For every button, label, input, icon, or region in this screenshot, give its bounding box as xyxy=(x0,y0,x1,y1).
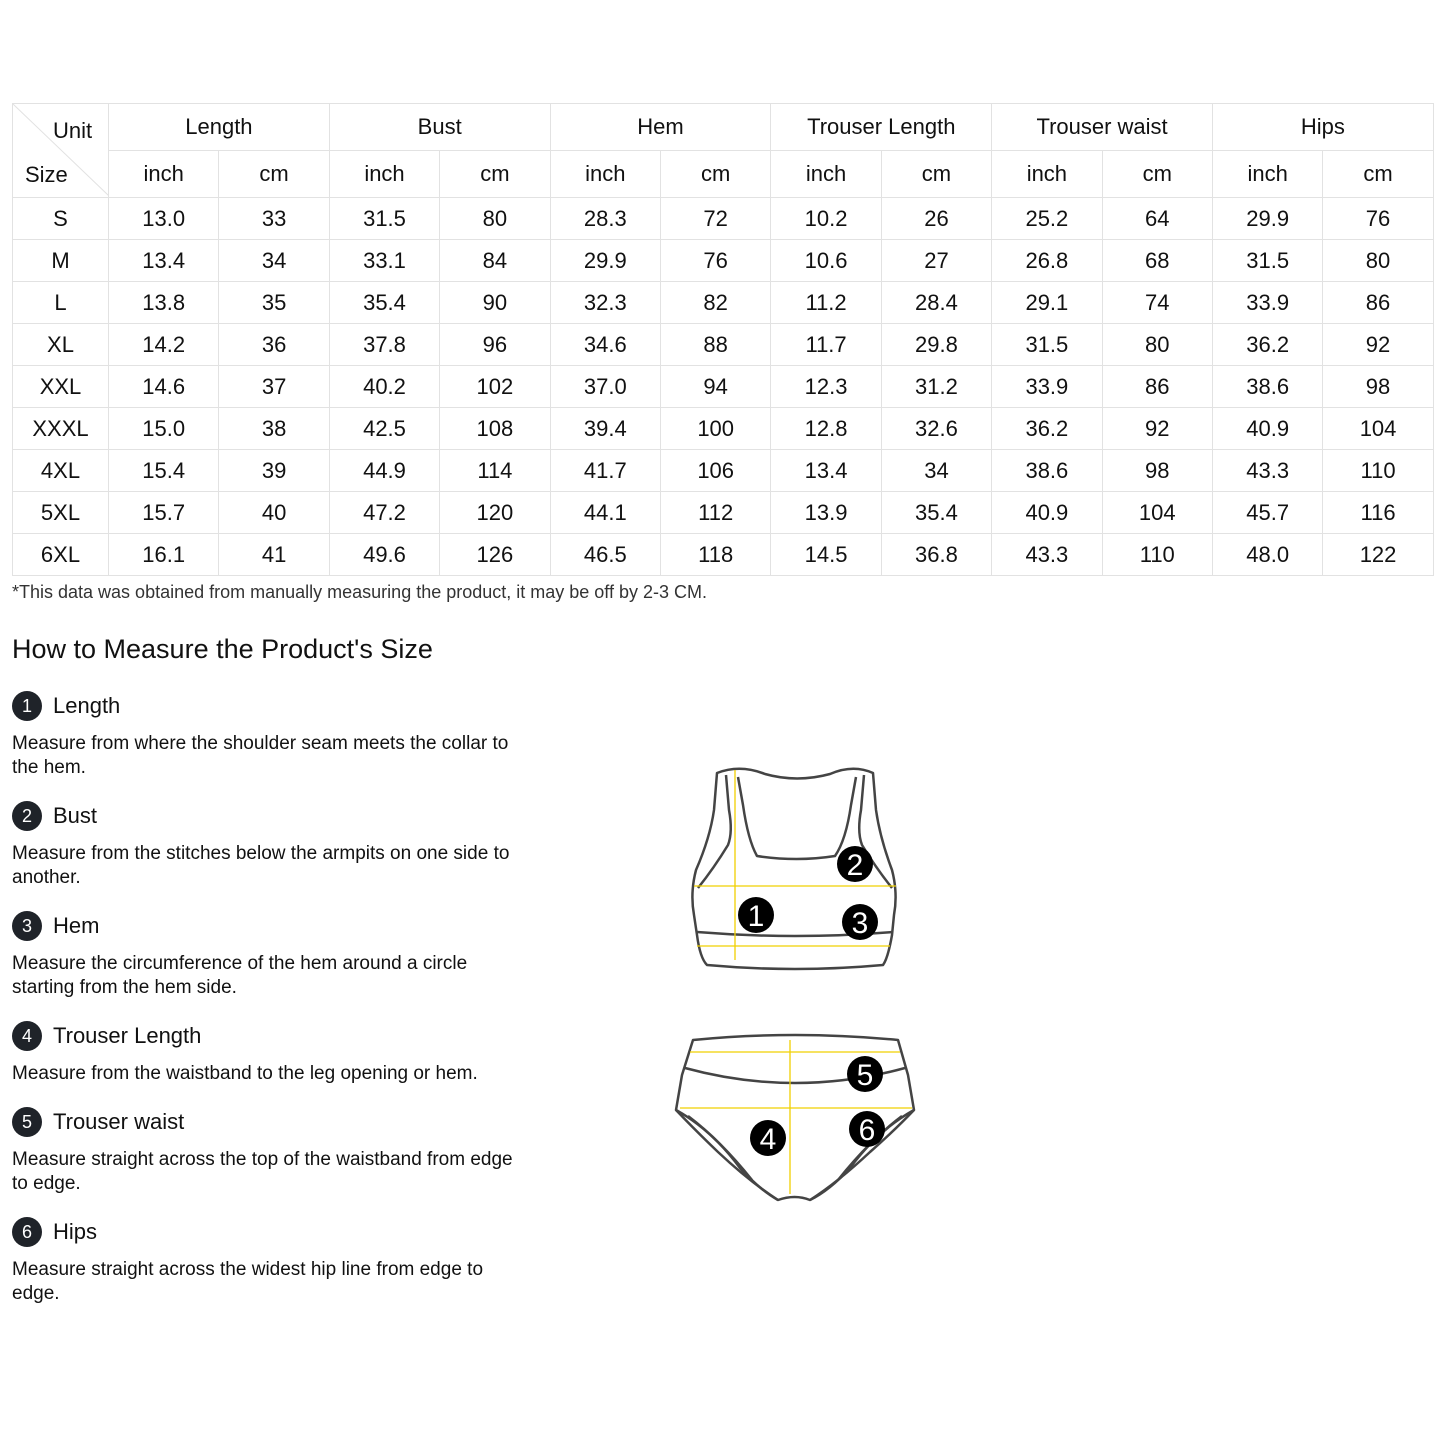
measurement-cell: 49.6 xyxy=(329,534,439,576)
measurement-cell: 92 xyxy=(1323,324,1433,366)
column-group-header: Trouser Length xyxy=(771,104,992,151)
step-description: Measure straight across the top of the waistband from edge to edge. xyxy=(12,1149,513,1194)
measurement-cell: 114 xyxy=(440,450,550,492)
measurement-cell: 38 xyxy=(219,408,329,450)
measure-step-bust xyxy=(12,798,532,890)
measurement-cell: 16.1 xyxy=(109,534,219,576)
corner-size-label: Size xyxy=(25,162,68,187)
measurement-cell: 33 xyxy=(219,198,329,240)
measurement-cell: 38.6 xyxy=(992,450,1102,492)
measurement-cell: 29.9 xyxy=(1212,198,1322,240)
step-description: Measure from the stitches below the armpits on one side to another. xyxy=(12,843,510,888)
diagram-marker-5 xyxy=(847,1056,883,1092)
measurement-cell: 11.2 xyxy=(771,282,881,324)
measurement-cell: 92 xyxy=(1102,408,1212,450)
measurement-cell: 86 xyxy=(1323,282,1433,324)
step-number-badge: 5 xyxy=(12,1107,42,1137)
measure-step-hips xyxy=(12,1214,532,1306)
measurement-cell: 82 xyxy=(660,282,770,324)
table-row xyxy=(13,324,1434,366)
measurement-cell: 31.5 xyxy=(329,198,439,240)
measurement-cell: 43.3 xyxy=(992,534,1102,576)
measurement-cell: 15.4 xyxy=(109,450,219,492)
table-row xyxy=(13,366,1434,408)
unit-header: inch xyxy=(992,151,1102,198)
measurement-cell: 13.4 xyxy=(109,240,219,282)
measure-steps-list xyxy=(12,688,532,1324)
table-unit-header-row xyxy=(13,151,1434,198)
measurement-cell: 14.2 xyxy=(109,324,219,366)
measurement-cell: 74 xyxy=(1102,282,1212,324)
svg-text:2: 2 xyxy=(846,849,864,882)
unit-header: inch xyxy=(550,151,660,198)
measurement-cell: 14.5 xyxy=(771,534,881,576)
unit-header: cm xyxy=(440,151,550,198)
measurement-cell: 116 xyxy=(1323,492,1433,534)
measurement-cell: 122 xyxy=(1323,534,1433,576)
step-title: Hem xyxy=(53,913,100,938)
measurement-cell: 120 xyxy=(440,492,550,534)
unit-header: inch xyxy=(1212,151,1322,198)
table-row xyxy=(13,408,1434,450)
measurement-cell: 32.6 xyxy=(881,408,991,450)
svg-text:4: 4 xyxy=(759,1123,777,1156)
step-number-badge: 6 xyxy=(12,1217,42,1247)
column-group-header: Bust xyxy=(329,104,550,151)
howto-title: How to Measure the Product's Size xyxy=(12,634,433,664)
table-row xyxy=(13,198,1434,240)
step-title: Length xyxy=(53,693,121,718)
measurement-cell: 100 xyxy=(660,408,770,450)
measurement-cell: 94 xyxy=(660,366,770,408)
measurement-cell: 98 xyxy=(1323,366,1433,408)
measurement-cell: 108 xyxy=(440,408,550,450)
unit-header: cm xyxy=(660,151,770,198)
measurement-cell: 43.3 xyxy=(1212,450,1322,492)
step-number-badge: 1 xyxy=(12,691,42,721)
measurement-cell: 27 xyxy=(881,240,991,282)
measurement-cell: 13.8 xyxy=(109,282,219,324)
measurement-cell: 118 xyxy=(660,534,770,576)
measurement-cell: 36.2 xyxy=(992,408,1102,450)
size-cell: XXXL xyxy=(13,408,109,450)
measurement-cell: 33.9 xyxy=(1212,282,1322,324)
unit-header: cm xyxy=(881,151,991,198)
measurement-cell: 28.3 xyxy=(550,198,660,240)
measurement-cell: 35 xyxy=(219,282,329,324)
step-number-badge: 4 xyxy=(12,1021,42,1051)
measure-step-trouser-length xyxy=(12,1018,532,1086)
measurement-cell: 35.4 xyxy=(329,282,439,324)
step-title: Hips xyxy=(53,1219,98,1244)
measurement-cell: 76 xyxy=(660,240,770,282)
measurement-cell: 11.7 xyxy=(771,324,881,366)
measurement-cell: 37.0 xyxy=(550,366,660,408)
column-group-header: Hem xyxy=(550,104,771,151)
column-group-header: Trouser waist xyxy=(992,104,1213,151)
measurement-cell: 40 xyxy=(219,492,329,534)
measurement-note: *This data was obtained from manually measuring the product, it may be off by 2-3 CM. xyxy=(12,582,708,602)
measurement-cell: 90 xyxy=(440,282,550,324)
measurement-cell: 13.9 xyxy=(771,492,881,534)
measurement-cell: 42.5 xyxy=(329,408,439,450)
measurement-cell: 31.5 xyxy=(992,324,1102,366)
measurement-cell: 28.4 xyxy=(881,282,991,324)
measurement-cell: 80 xyxy=(1323,240,1433,282)
measurement-cell: 110 xyxy=(1102,534,1212,576)
svg-text:5: 5 xyxy=(856,1059,874,1092)
measurement-cell: 12.3 xyxy=(771,366,881,408)
size-cell: XL xyxy=(13,324,109,366)
measurement-cell: 13.4 xyxy=(771,450,881,492)
table-row xyxy=(13,492,1434,534)
diagram-marker-4 xyxy=(750,1120,786,1156)
measurement-cell: 15.0 xyxy=(109,408,219,450)
table-row xyxy=(13,450,1434,492)
measure-step-length xyxy=(12,688,532,780)
measurement-cell: 37 xyxy=(219,366,329,408)
measurement-cell: 36.8 xyxy=(881,534,991,576)
size-cell: 5XL xyxy=(13,492,109,534)
measurement-cell: 37.8 xyxy=(329,324,439,366)
measurement-cell: 112 xyxy=(660,492,770,534)
step-title: Bust xyxy=(53,803,98,828)
measurement-cell: 46.5 xyxy=(550,534,660,576)
measurement-cell: 68 xyxy=(1102,240,1212,282)
table-body xyxy=(13,198,1434,576)
measurement-cell: 34 xyxy=(219,240,329,282)
measurement-cell: 36.2 xyxy=(1212,324,1322,366)
measurement-cell: 12.8 xyxy=(771,408,881,450)
unit-header: inch xyxy=(109,151,219,198)
diagram-marker-6 xyxy=(849,1111,885,1147)
column-group-header: Length xyxy=(109,104,330,151)
measurement-cell: 41.7 xyxy=(550,450,660,492)
size-cell: M xyxy=(13,240,109,282)
measurement-cell: 39.4 xyxy=(550,408,660,450)
column-group-header: Hips xyxy=(1212,104,1433,151)
measurement-cell: 26 xyxy=(881,198,991,240)
measurement-cell: 29.9 xyxy=(550,240,660,282)
measurement-cell: 33.1 xyxy=(329,240,439,282)
measurement-cell: 34 xyxy=(881,450,991,492)
measurement-cell: 102 xyxy=(440,366,550,408)
measurement-cell: 31.5 xyxy=(1212,240,1322,282)
svg-text:6: 6 xyxy=(858,1114,876,1147)
measurement-cell: 31.2 xyxy=(881,366,991,408)
measurement-cell: 32.3 xyxy=(550,282,660,324)
unit-header: inch xyxy=(771,151,881,198)
measurement-cell: 41 xyxy=(219,534,329,576)
measurement-cell: 40.9 xyxy=(992,492,1102,534)
measurement-cell: 35.4 xyxy=(881,492,991,534)
svg-text:3: 3 xyxy=(851,907,869,940)
table-group-header-row xyxy=(13,104,1434,151)
svg-text:1: 1 xyxy=(747,900,765,933)
measurement-cell: 29.1 xyxy=(992,282,1102,324)
table-row xyxy=(13,534,1434,576)
unit-header: cm xyxy=(1323,151,1433,198)
measurement-cell: 34.6 xyxy=(550,324,660,366)
measurement-cell: 45.7 xyxy=(1212,492,1322,534)
measurement-cell: 14.6 xyxy=(109,366,219,408)
measurement-cell: 33.9 xyxy=(992,366,1102,408)
step-description: Measure from where the shoulder seam meets the collar to the hem. xyxy=(12,733,509,778)
size-chart-table xyxy=(12,103,1434,576)
measurement-cell: 29.8 xyxy=(881,324,991,366)
step-title: Trouser Length xyxy=(53,1023,202,1048)
measurement-cell: 86 xyxy=(1102,366,1212,408)
size-cell: 6XL xyxy=(13,534,109,576)
corner-unit-label: Unit xyxy=(53,118,93,143)
measurement-cell: 104 xyxy=(1102,492,1212,534)
measurement-cell: 39 xyxy=(219,450,329,492)
measurement-cell: 106 xyxy=(660,450,770,492)
measure-step-trouser-waist xyxy=(12,1104,532,1196)
step-number-badge: 3 xyxy=(12,911,42,941)
size-cell: 4XL xyxy=(13,450,109,492)
measurement-cell: 40.2 xyxy=(329,366,439,408)
measurement-cell: 13.0 xyxy=(109,198,219,240)
step-title: Trouser waist xyxy=(53,1109,185,1134)
unit-header: cm xyxy=(219,151,329,198)
measurement-cell: 88 xyxy=(660,324,770,366)
diagram-marker-1 xyxy=(738,897,774,933)
measurement-cell: 80 xyxy=(440,198,550,240)
measurement-cell: 47.2 xyxy=(329,492,439,534)
size-cell: XXL xyxy=(13,366,109,408)
step-description: Measure from the waistband to the leg opening or hem. xyxy=(12,1063,478,1084)
measurement-cell: 36 xyxy=(219,324,329,366)
measure-step-hem xyxy=(12,908,532,1000)
table-row xyxy=(13,282,1434,324)
measurement-cell: 25.2 xyxy=(992,198,1102,240)
measurement-cell: 26.8 xyxy=(992,240,1102,282)
measurement-cell: 104 xyxy=(1323,408,1433,450)
measurement-cell: 76 xyxy=(1323,198,1433,240)
measurement-cell: 48.0 xyxy=(1212,534,1322,576)
measurement-cell: 40.9 xyxy=(1212,408,1322,450)
measurement-cell: 84 xyxy=(440,240,550,282)
unit-header: cm xyxy=(1102,151,1212,198)
measurement-cell: 44.1 xyxy=(550,492,660,534)
measurement-cell: 98 xyxy=(1102,450,1212,492)
measurement-cell: 10.6 xyxy=(771,240,881,282)
step-number-badge: 2 xyxy=(12,801,42,831)
measurement-cell: 126 xyxy=(440,534,550,576)
step-description: Measure straight across the widest hip line from edge to edge. xyxy=(12,1259,484,1304)
measurement-cell: 38.6 xyxy=(1212,366,1322,408)
diagram-marker-2 xyxy=(837,846,873,882)
measurement-cell: 44.9 xyxy=(329,450,439,492)
unit-header: inch xyxy=(329,151,439,198)
measurement-cell: 72 xyxy=(660,198,770,240)
diagram-marker-3 xyxy=(842,904,878,940)
measurement-cell: 15.7 xyxy=(109,492,219,534)
step-description: Measure the circumference of the hem around a circle starting from the hem side. xyxy=(12,953,468,998)
size-cell: L xyxy=(13,282,109,324)
size-cell: S xyxy=(13,198,109,240)
table-corner-cell xyxy=(13,104,109,198)
measurement-cell: 10.2 xyxy=(771,198,881,240)
table-row xyxy=(13,240,1434,282)
garment-measurement-diagram xyxy=(660,755,940,1215)
measurement-cell: 96 xyxy=(440,324,550,366)
measurement-cell: 110 xyxy=(1323,450,1433,492)
measurement-cell: 80 xyxy=(1102,324,1212,366)
measurement-cell: 64 xyxy=(1102,198,1212,240)
